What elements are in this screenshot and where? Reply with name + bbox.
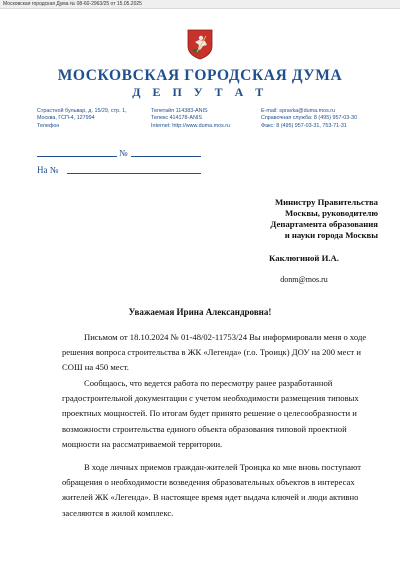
date-blank — [37, 156, 117, 157]
text-line: мощности на рассматриваемой территории. — [62, 438, 223, 449]
email-phone-block — [261, 108, 357, 130]
text-line: Сообщаось, что ведется работа по пересмотру ранее разработанной — [84, 378, 333, 388]
addressee-line: Министру Правительства — [274, 197, 378, 207]
document-header-stamp: Московская городская Дума № 08-60-2963/25 от 15.05.2025 — [0, 0, 400, 9]
contact-line: Телетайп 114383-ANIS — [151, 108, 208, 114]
outgoing-number-field — [37, 146, 202, 159]
addressee-email: donm@mos.ru — [280, 275, 328, 284]
addressee-block — [238, 197, 378, 241]
addressee-line: Департамента образования — [270, 219, 378, 229]
number-mark: № — [119, 148, 128, 158]
paragraph-1 — [62, 330, 368, 376]
contact-line: Телекс 414178-ANIS — [151, 115, 202, 122]
number-blank — [131, 156, 201, 157]
text-line: заселяются в жилой комплекс. — [62, 507, 174, 518]
text-line: решения вопроса строительства в ЖК «Легенда» (г.о. Троицк) ДОУ на 200 мест и — [62, 347, 361, 358]
text-line: Письмом от 18.10.2024 № 01-48/02-11753/24 Вы информировали меня о ходе — [84, 332, 367, 342]
address-block — [37, 108, 127, 130]
text-line: жителей ЖК «Легенда». В настоящее время идет выдача ключей и люди активно — [62, 492, 359, 503]
contact-line: E-mail: spravka@duma.mos.ru — [261, 108, 336, 114]
org-name: МОСКОВСКАЯ ГОРОДСКАЯ ДУМА — [57, 67, 343, 84]
paragraph-3 — [62, 460, 368, 521]
addressee-line: и науки города Москвы — [284, 230, 378, 240]
reply-to-label: На № — [37, 165, 59, 175]
text-line: возможности строительства единого объекта образования типовой проектной — [62, 423, 347, 434]
contact-line: Страстной бульвар, д. 15/29, стр. 1, — [37, 108, 127, 114]
text-line: проектных мощностей. По итогам будет принято решение о целесообразности и — [62, 408, 357, 419]
telecom-block — [151, 108, 230, 130]
text-line: обращения о необходимости возведения образовательных объектов в интересах — [62, 477, 355, 488]
contact-line: Факс: 8 (495) 957-03-31, 753-71-31 — [261, 122, 347, 129]
text-line: градостроительной документации с учетом необходимости размещения типовых — [62, 393, 359, 404]
incoming-number-field — [37, 163, 202, 176]
moscow-coat-of-arms-icon — [186, 28, 214, 60]
addressee-name: Каклюгиной И.А. — [269, 253, 339, 263]
reply-number-blank — [67, 173, 201, 174]
salutation: Уважаемая Ирина Александровна! — [128, 307, 272, 317]
paragraph-2 — [62, 376, 368, 452]
addressee-line: Москвы, руководителю — [285, 208, 378, 218]
contact-line: Телефон — [37, 122, 60, 129]
contact-line: Справочная служба: 8 (495) 957-03-30 — [261, 115, 358, 122]
text-line: В ходе личных приемов граждан-жителей Троицка ко мне вновь поступают — [84, 462, 362, 472]
deputy-title: Д Е П У Т А Т — [132, 85, 268, 99]
contact-line: Москва, ГСП-4, 127994 — [37, 115, 95, 122]
contact-line: Internet: http://www.duma.mos.ru — [151, 122, 231, 129]
text-line: СОШ на 450 мест. — [62, 362, 129, 373]
